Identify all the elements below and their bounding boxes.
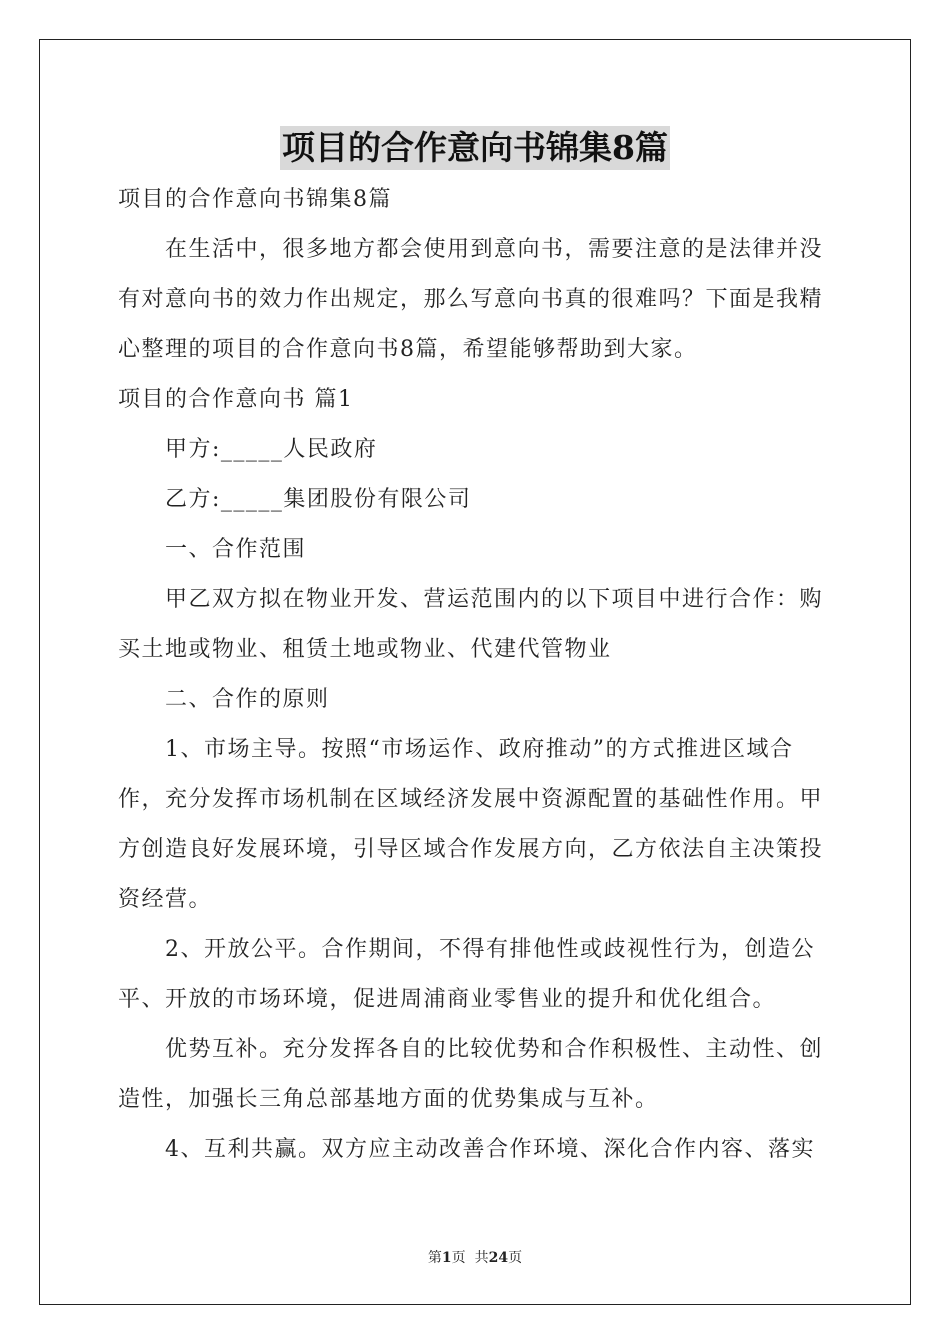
paragraph-line: 甲乙双方拟在物业开发、营运范围内的以下项目中进行合作：购 <box>165 587 824 612</box>
paragraph-line: 造性，加强长三角总部基地方面的优势集成与互补。 <box>118 1087 659 1112</box>
section-heading: 项目的合作意向书 篇1 <box>118 387 354 412</box>
paragraph-line: 资经营。 <box>118 887 213 912</box>
clause-heading: 二、合作的原则 <box>165 687 330 712</box>
footer-mid: 页 共 <box>451 1250 489 1266</box>
title-block <box>0 126 950 170</box>
paragraph-line: 2、开放公平。合作期间，不得有排他性或歧视性行为，创造公 <box>165 937 815 962</box>
paragraph-line: 4、互利共赢。双方应主动改善合作环境、深化合作内容、落实 <box>165 1137 815 1162</box>
page-border <box>39 39 911 1305</box>
paragraph-line: 1、市场主导。按照“市场运作、政府推动”的方式推进区域合 <box>165 737 794 762</box>
paragraph-line: 有对意向书的效力作出规定，那么写意向书真的很难吗？下面是我精 <box>118 287 824 312</box>
document-title: 项目的合作意向书锦集8篇 <box>280 126 670 170</box>
footer-suffix: 页 <box>508 1250 523 1266</box>
paragraph-line: 方创造良好发展环境，引导区域合作发展方向，乙方依法自主决策投 <box>118 837 824 862</box>
paragraph-line: 作，充分发挥市场机制在区域经济发展中资源配置的基础性作用。甲 <box>118 787 824 812</box>
party-a-line: 甲方:_____人民政府 <box>165 437 378 462</box>
paragraph-line: 平、开放的市场环境，促进周浦商业零售业的提升和优化组合。 <box>118 987 777 1012</box>
footer-current-page: 1 <box>441 1250 452 1266</box>
footer-total-pages: 24 <box>488 1250 509 1266</box>
paragraph-line: 优势互补。充分发挥各自的比较优势和合作积极性、主动性、创 <box>165 1037 824 1062</box>
paragraph-line: 心整理的项目的合作意向书8篇，希望能够帮助到大家。 <box>118 337 698 362</box>
paragraph-line: 买土地或物业、租赁土地或物业、代建代管物业 <box>118 637 612 662</box>
clause-heading: 一、合作范围 <box>165 537 307 562</box>
paragraph-line: 在生活中，很多地方都会使用到意向书，需要注意的是法律并没 <box>165 237 824 262</box>
page-footer <box>0 1247 950 1267</box>
party-b-line: 乙方:_____集团股份有限公司 <box>165 487 472 512</box>
document-subtitle: 项目的合作意向书锦集8篇 <box>118 187 392 212</box>
footer-prefix: 第 <box>427 1250 442 1266</box>
